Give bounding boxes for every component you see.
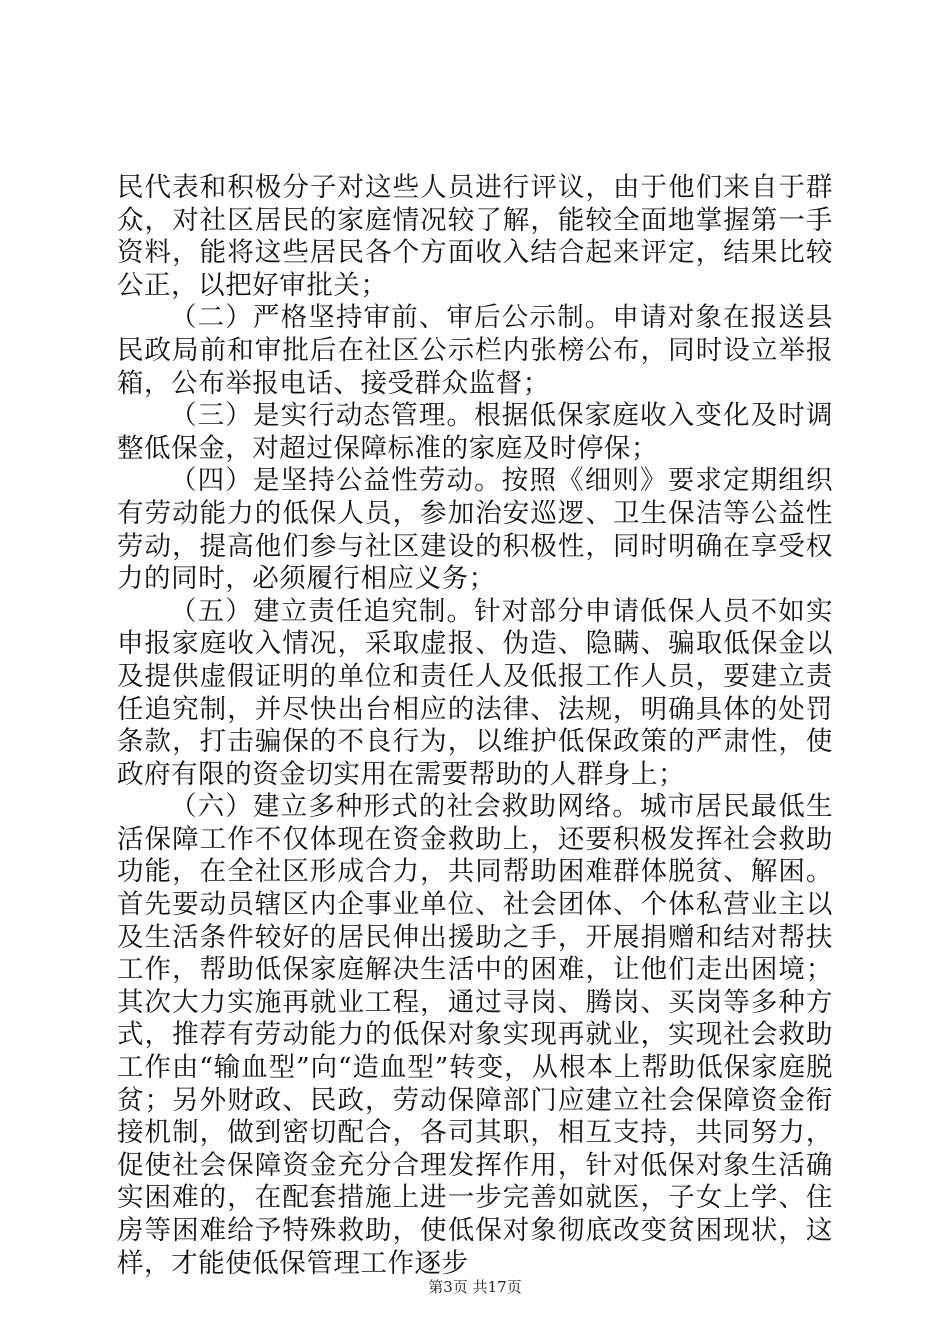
paragraph-continuation: 民代表和积极分子对这些人员进行评议，由于他们来自于群众，对社区居民的家庭情况较了解，能较全面地掌握第一手资料，能将这些居民各个方面收入结合起来评定，结果比较公正，以把好审批关； <box>117 172 833 301</box>
paragraph-item-3: （三）是实行动态管理。根据低保家庭收入变化及时调整低保金，对超过保障标准的家庭及时停保； <box>117 400 833 464</box>
paragraph-item-2: （二）严格坚持审前、审后公示制。申请对象在报送县民政局前和审批后在社区公示栏内张榜公布，同时设立举报箱，公布举报电话、接受群众监督； <box>117 302 833 399</box>
document-body <box>117 172 833 1280</box>
paragraph-item-5: （五）建立责任追究制。针对部分申请低保人员不如实申报家庭收入情况，采取虚报、伪造、隐瞒、骗取低保金以及提供虚假证明的单位和责任人及低报工作人员，要建立责任追究制，并尽快出台相应的法律、法规，明确具体的处罚条款，打击骗保的不良行为，以维护低保政策的严肃性，使政府有限的资金切实用在需要帮助的人群身上； <box>117 595 833 790</box>
page-number-footer: 第3页 共17页 <box>428 1278 522 1296</box>
paragraph-item-6: （六）建立多种形式的社会救助网络。城市居民最低生活保障工作不仅体现在资金救助上，还要积极发挥社会救助功能，在全社区形成合力，共同帮助困难群体脱贫、解困。首先要动员辖区内企事业单位、社会团体、个体私营业主以及生活条件较好的居民伸出援助之手，开展捐赠和结对帮扶工作，帮助低保家庭解决生活中的困难，让他们走出困境；其次大力实施再就业工程，通过寻岗、腾岗、买岗等多种方式，推荐有劳动能力的低保对象实现再就业，实现社会救助工作由“输血型”向“造血型”转变，从根本上帮助低保家庭脱贫；另外财政、民政，劳动保障部门应建立社会保障资金衔接机制，做到密切配合，各司其职，相互支持，共同努力，促使社会保障资金充分合理发挥作用，针对低保对象生活确实困难的，在配套措施上进一步完善如就医，子女上学、住房等困难给予特殊救助，使低保对象彻底改变贫困现状，这样，才能使低保管理工作逐步 <box>117 791 833 1279</box>
paragraph-item-4: （四）是坚持公益性劳动。按照《细则》要求定期组织有劳动能力的低保人员，参加治安巡逻、卫生保洁等公益性劳动，提高他们参与社区建设的积极性，同时明确在享受权力的同时，必须履行相应义务； <box>117 465 833 595</box>
